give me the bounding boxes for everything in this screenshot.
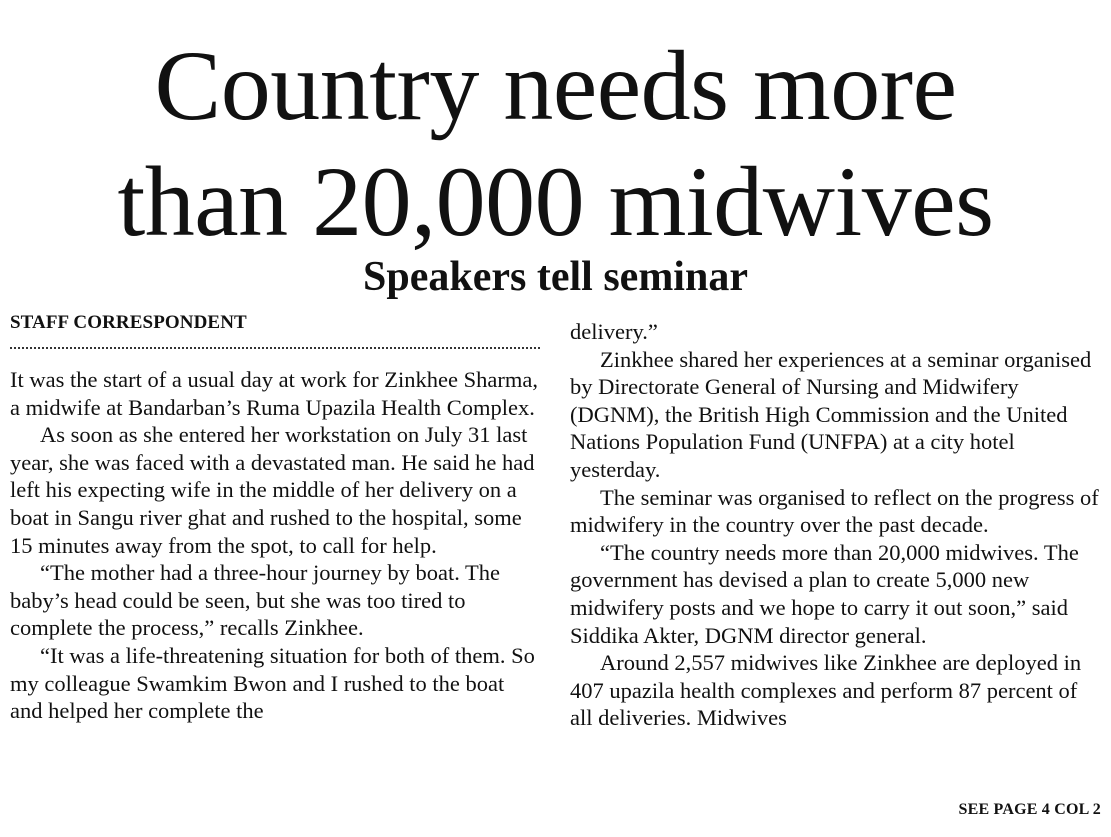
byline-divider (10, 347, 540, 349)
byline: STAFF CORRESPONDENT (10, 312, 247, 333)
subheadline: Speakers tell seminar (363, 254, 748, 300)
paragraph: delivery.” (570, 319, 658, 344)
headline-line-2: than 20,000 midwives (117, 146, 994, 257)
paragraph: Zinkhee shared her experiences at a seminar organised by Directorate General of Nursing and Midwifery (DGNM), the British High Commission and the United Nations Population Fund (UNFPA) at a city hotel yesterday. (570, 346, 1092, 482)
article-column-left (10, 366, 541, 725)
paragraph: Around 2,557 midwives like Zinkhee are deployed in 407 upazila health complexes and perform 87 percent of all deliveries. Midwives (570, 650, 1082, 731)
paragraph: “The country needs more than 20,000 midwives. The government has devised a plan to create 5,000 new midwifery posts and we hope to carry it out soon,” said Siddika Akter, DGNM director general. (570, 539, 1079, 648)
paragraph: As soon as she entered her workstation on July 31 last year, she was faced with a devastated man. He said he had left his expecting wife in the middle of her delivery on a boat in Sangu river ghat and rushed to the hospital, some 15 minutes away from the spot, to call for help. (10, 422, 535, 558)
paragraph: It was the start of a usual day at work for Zinkhee Sharma, a midwife at Bandarban’s Ruma Upazila Health Complex. (10, 367, 538, 420)
paragraph: “It was a life-threatening situation for both of them. So my colleague Swamkim Bwon and I rushed to the boat and helped her complete the (10, 642, 535, 724)
headline (0, 28, 1111, 260)
continuation-jump-line: SEE PAGE 4 COL 2 (958, 801, 1101, 818)
paragraph: “The mother had a three-hour journey by boat. The baby’s head could be seen, but she was too tired to complete the process,” recalls Zinkhee. (10, 560, 501, 641)
headline-line-1: Country needs more (154, 30, 957, 141)
paragraph: The seminar was organised to reflect on the progress of midwifery in the country over the past decade. (570, 484, 1099, 538)
article-column-right (570, 318, 1101, 732)
